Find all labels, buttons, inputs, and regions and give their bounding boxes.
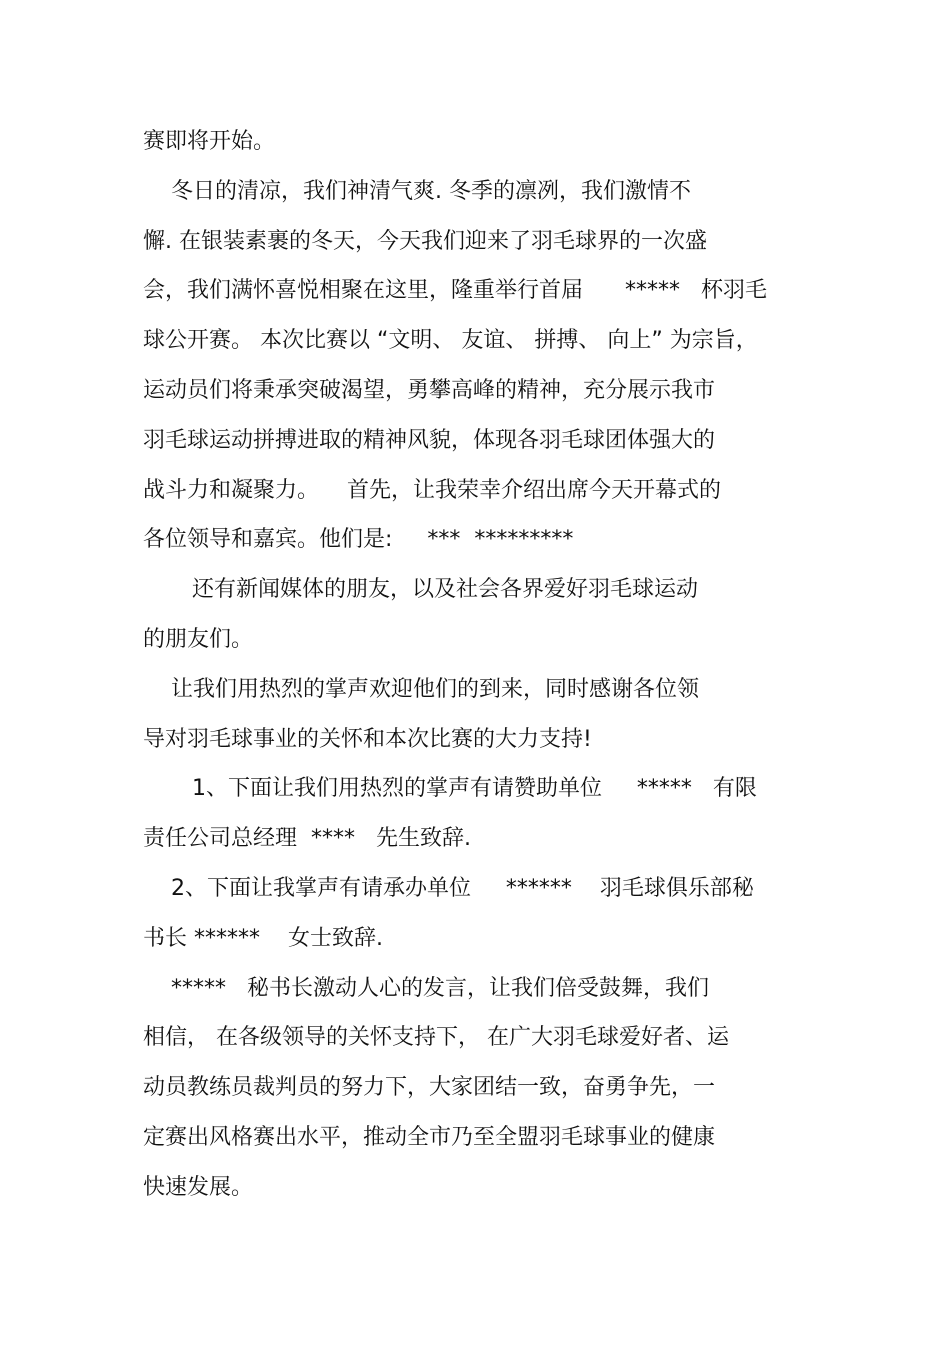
text-line: 动员教练员裁判员的努力下，大家团结一致，奋勇争先，一 bbox=[143, 1075, 716, 1100]
text-line: 羽毛球运动拼搏进取的精神风貌，体现各羽毛球团体强大的 bbox=[143, 428, 716, 453]
text-line: ***** 秘书长激动人心的发言，让我们倍受鼓舞，我们 bbox=[143, 976, 709, 1001]
text-line: 导对羽毛球事业的关怀和本次比赛的大力支持! bbox=[143, 727, 592, 752]
text-line: 责任公司总经理 **** 先生致辞. bbox=[143, 826, 471, 851]
text-line: 懈. 在银装素裹的冬天，今天我们迎来了羽毛球界的一次盛 bbox=[143, 229, 707, 254]
text-line: 赛即将开始。 bbox=[143, 129, 276, 154]
text-line: 2、下面让我掌声有请承办单位 ****** 羽毛球俱乐部秘 bbox=[143, 876, 754, 901]
text-line: 书长 ****** 女士致辞. bbox=[143, 926, 383, 951]
text-line: 各位领导和嘉宾。他们是: *** ********* bbox=[143, 527, 574, 552]
text-line: 运动员们将秉承突破渴望，勇攀高峰的精神，充分展示我市 bbox=[143, 378, 716, 403]
text-line: 1、下面让我们用热烈的掌声有请赞助单位 ***** 有限 bbox=[143, 776, 757, 801]
text-line: 会，我们满怀喜悦相聚在这里，隆重举行首届 ***** 杯羽毛 bbox=[143, 278, 767, 303]
text-line: 相信， 在各级领导的关怀支持下， 在广大羽毛球爱好者、运 bbox=[143, 1025, 729, 1050]
text-line: 的朋友们。 bbox=[143, 627, 254, 652]
text-line: 球公开赛。 本次比赛以 “文明、 友谊、 拼搏、 向上” 为宗旨， bbox=[143, 328, 758, 353]
text-line: 还有新闻媒体的朋友，以及社会各界爱好羽毛球运动 bbox=[143, 577, 698, 602]
text-line: 让我们用热烈的掌声欢迎他们的到来，同时感谢各位领 bbox=[143, 677, 699, 702]
text-line: 快速发展。 bbox=[143, 1175, 254, 1200]
text-line: 定赛出风格赛出水平，推动全市乃至全盟羽毛球事业的健康 bbox=[143, 1125, 716, 1150]
text-line: 战斗力和凝聚力。 首先，让我荣幸介绍出席今天开幕式的 bbox=[143, 478, 721, 503]
text-line: 冬日的清凉，我们神清气爽. 冬季的凛冽，我们激情不 bbox=[143, 179, 691, 204]
